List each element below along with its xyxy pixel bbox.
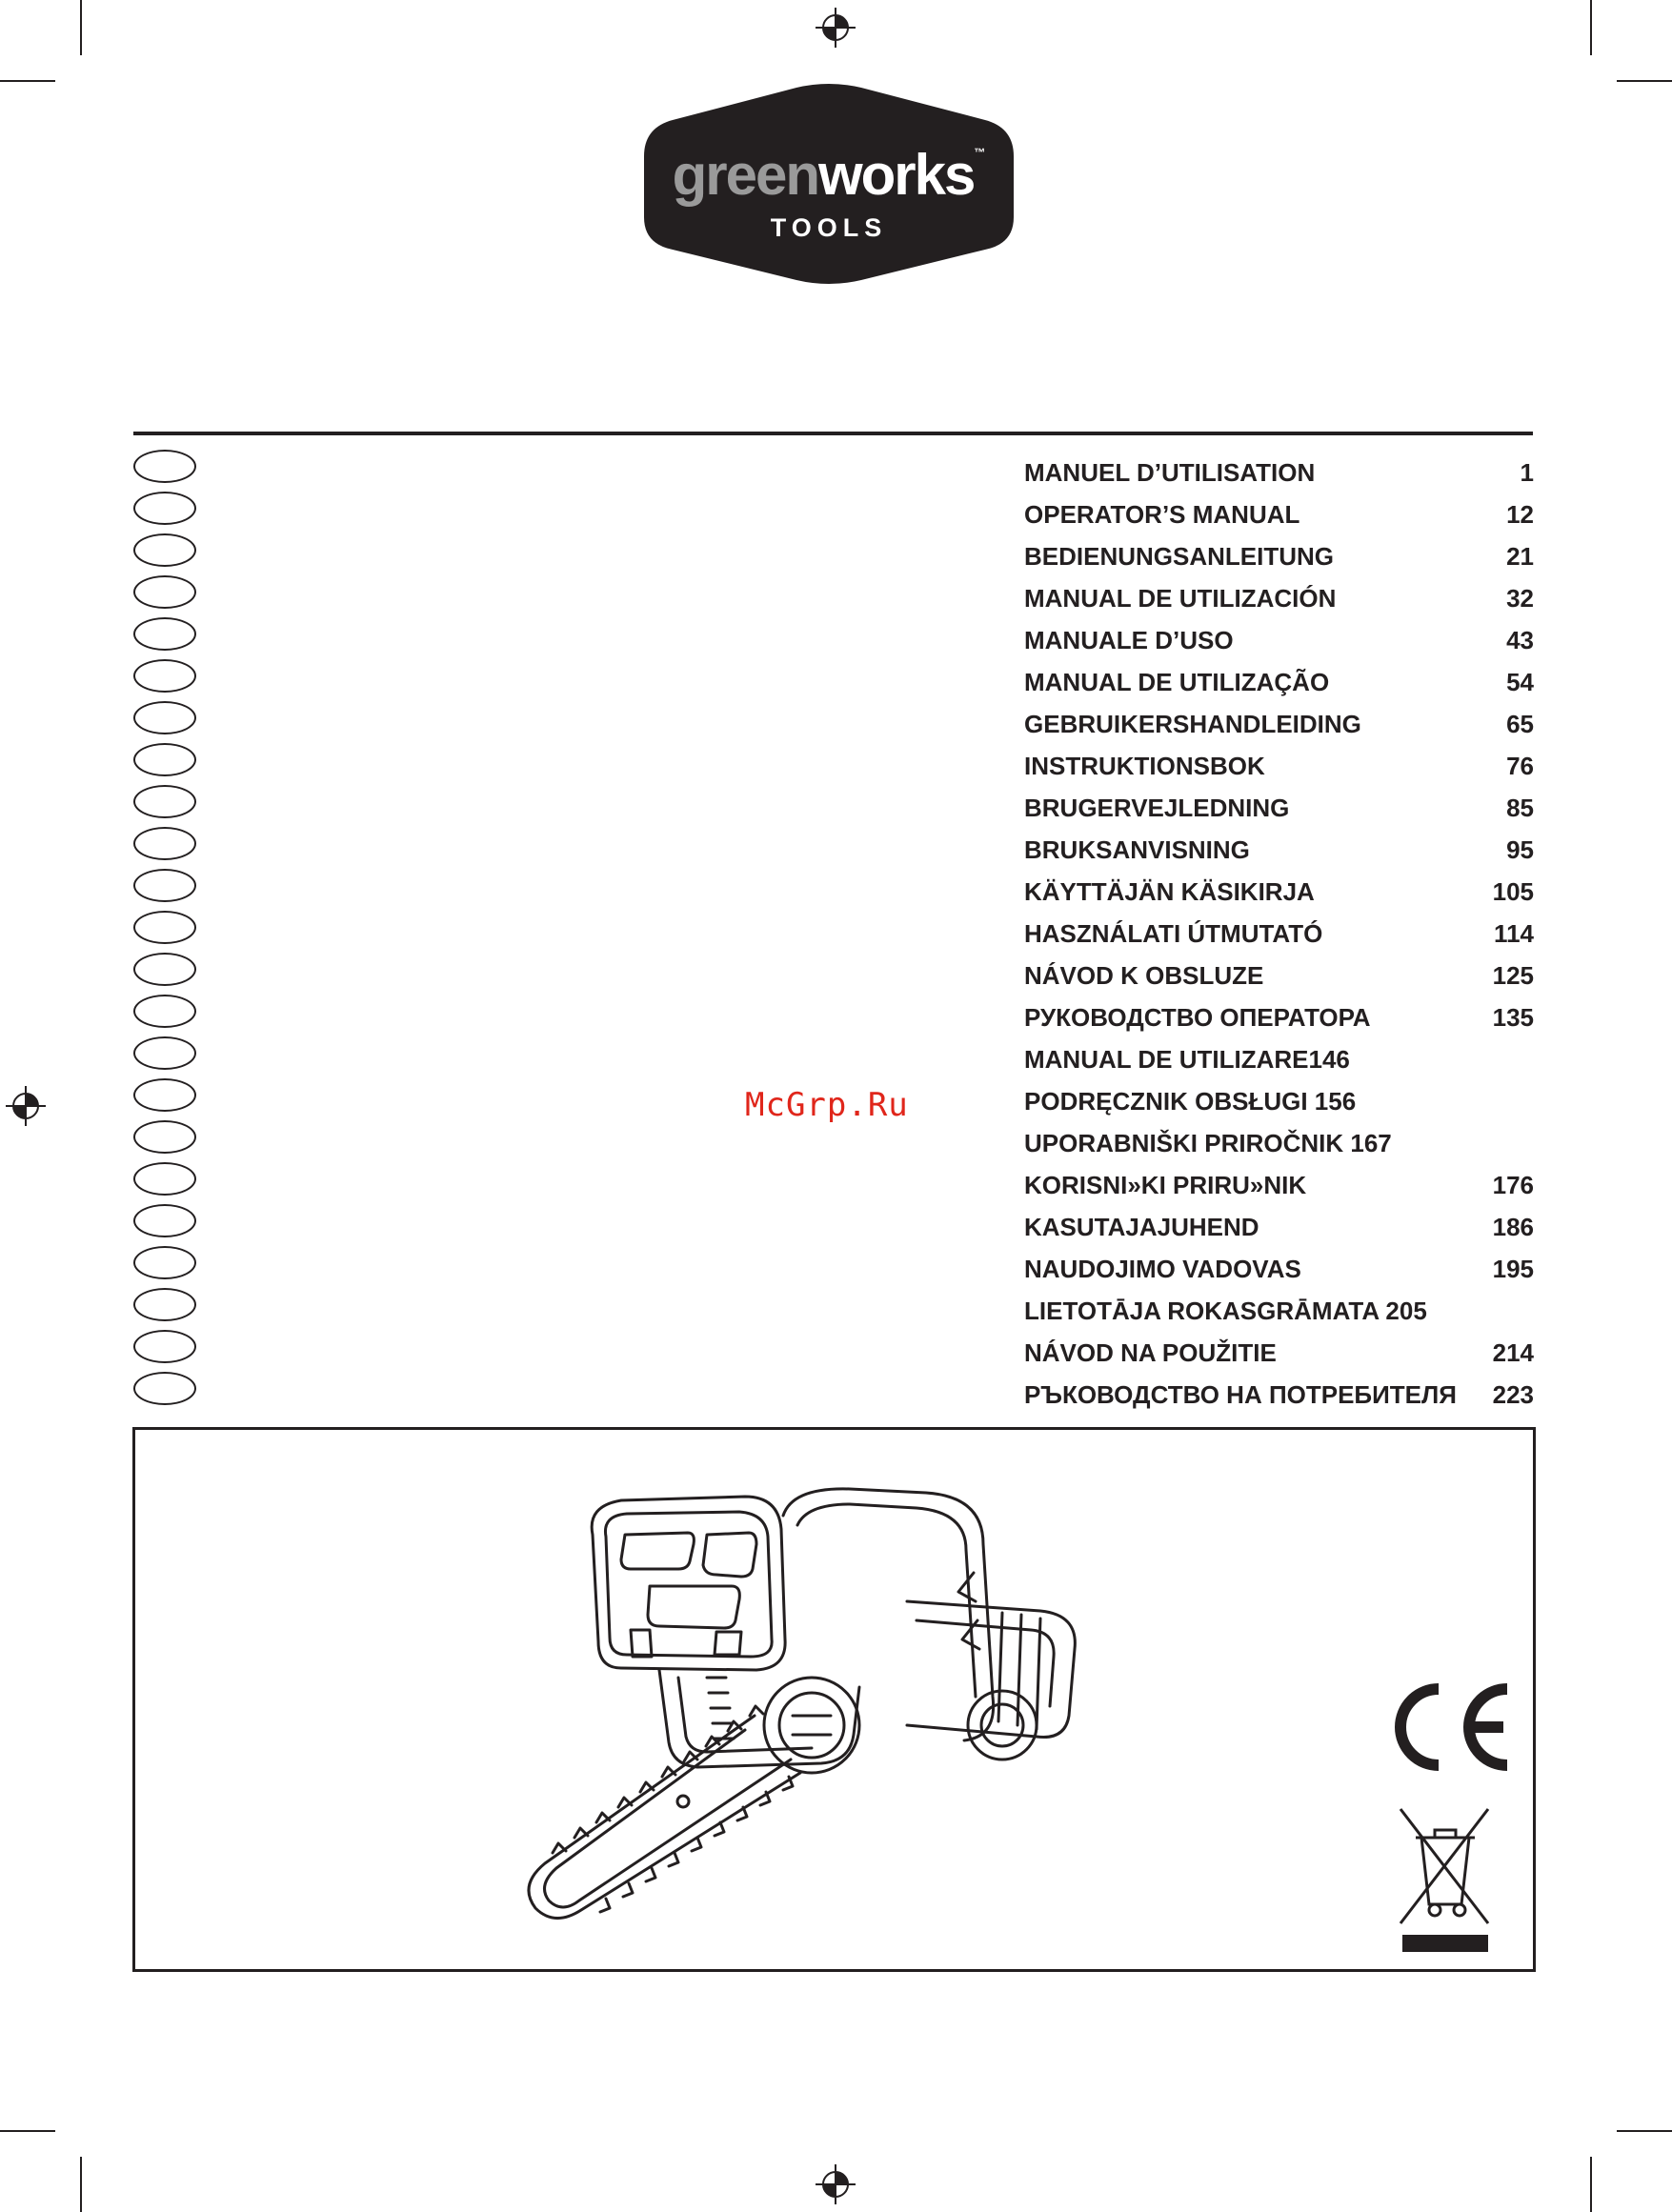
toc-title: BEDIENUNGSANLEITUNG [1024,542,1335,571]
language-oval [133,533,196,567]
toc-page: 223 [1492,1380,1534,1409]
language-oval [133,1078,196,1112]
toc-row[interactable] [1024,789,1534,827]
toc-row[interactable] [1024,831,1534,869]
registration-mark-icon [6,1086,46,1126]
toc-row[interactable] [1024,873,1534,911]
language-oval [133,911,196,944]
toc-page: 176 [1492,1171,1534,1199]
product-illustration-frame [132,1427,1536,1972]
header-rule [133,432,1533,435]
language-oval [133,1204,196,1237]
chainsaw-illustration [507,1487,1231,1935]
crop-mark [0,80,55,82]
toc-page: 114 [1494,919,1534,948]
toc-page: 214 [1492,1338,1534,1367]
toc-title: MANUALE D’USO [1024,626,1234,654]
toc-title: INSTRUKTIONSBOK [1024,752,1265,780]
ce-mark-icon [1381,1679,1515,1775]
toc-title: MANUAL DE UTILIZAÇÃO [1024,668,1330,696]
toc-page: 105 [1492,877,1534,906]
toc-title: GEBRUIKERSHANDLEIDING [1024,710,1361,738]
toc-row[interactable] [1024,1208,1534,1246]
crop-mark [1617,80,1672,82]
toc-page: 135 [1492,1003,1534,1032]
language-oval [133,492,196,525]
toc-row[interactable] [1024,1334,1534,1372]
toc-row[interactable] [1024,1124,1534,1162]
registration-mark-icon [816,8,856,48]
language-oval [133,1036,196,1070]
toc-row[interactable] [1024,537,1534,575]
weee-crossed-bin-icon [1393,1801,1498,1954]
toc-title: NÁVOD NA POUŽITIE [1024,1338,1277,1367]
toc-title: HASZNÁLATI ÚTMUTATÓ [1024,919,1323,948]
toc-page: 12 [1506,500,1534,529]
language-oval [133,659,196,693]
toc-title: NAUDOJIMO VADOVAS [1024,1255,1301,1283]
language-oval [133,617,196,651]
language-oval [133,575,196,609]
language-oval [133,1246,196,1279]
crop-mark [0,2130,55,2132]
toc-page: 1 [1520,458,1534,487]
language-oval [133,785,196,818]
toc-row[interactable] [1024,453,1534,492]
toc-title: BRUKSANVISNING [1024,835,1250,864]
language-oval [133,1372,196,1405]
crop-mark [80,2157,82,2212]
toc-row[interactable] [1024,1250,1534,1288]
toc-row[interactable] [1024,1292,1534,1330]
toc-page: 186 [1492,1213,1534,1241]
toc-title: BRUGERVEJLEDNING [1024,794,1290,822]
toc-page: 43 [1506,626,1534,654]
toc-page: 21 [1506,542,1534,571]
toc-row[interactable] [1024,956,1534,995]
toc-title: OPERATOR’S MANUAL [1024,500,1300,529]
language-oval [133,450,196,483]
toc-page: 76 [1506,752,1534,780]
toc-page: 32 [1506,584,1534,613]
toc-row[interactable] [1024,747,1534,785]
crop-mark [1617,2130,1672,2132]
watermark-text[interactable]: McGrp.Ru [745,1086,909,1124]
toc-row[interactable] [1024,1376,1534,1414]
toc-title: MANUEL D’UTILISATION [1024,458,1316,487]
toc-row[interactable] [1024,705,1534,743]
language-oval [133,1120,196,1154]
toc-row[interactable] [1024,998,1534,1036]
toc-title: РЪКОВОДСТВО НА ПОТРЕБИТЕЛЯ [1024,1380,1457,1409]
language-oval [133,953,196,986]
toc-row[interactable] [1024,495,1534,533]
crop-mark [80,0,82,55]
language-oval [133,701,196,734]
toc-row[interactable] [1024,579,1534,617]
toc-title: UPORABNIŠKI PRIROČNIK 167 [1024,1129,1392,1157]
toc-title: NÁVOD K OBSLUZE [1024,961,1264,990]
trademark-symbol: ™ [974,146,986,159]
language-oval [133,995,196,1028]
toc-page: 125 [1492,961,1534,990]
toc-row[interactable] [1024,915,1534,953]
brand-subline: TOOLS [770,213,888,242]
toc-page: 85 [1506,794,1534,822]
brand-name-light: green [672,143,818,207]
toc-title: РУКОВОДСТВО ОПЕРАТОРА [1024,1003,1371,1032]
language-oval [133,1288,196,1321]
toc-page: 95 [1506,835,1534,864]
toc-page: 54 [1506,668,1534,696]
brand-name-bold: works [817,143,975,207]
toc-title: MANUAL DE UTILIZACIÓN [1024,584,1337,613]
brand-wordmark [644,143,1014,207]
language-oval [133,1330,196,1363]
language-oval [133,869,196,902]
toc-title: PODRĘCZNIK OBSŁUGI 156 [1024,1087,1357,1116]
toc-title: MANUAL DE UTILIZARE146 [1024,1045,1350,1074]
registration-mark-icon [816,2164,856,2204]
toc-title: KASUTAJAJUHEND [1024,1213,1259,1241]
crop-mark [1590,0,1592,55]
toc-row[interactable] [1024,1040,1534,1078]
toc-row[interactable] [1024,621,1534,659]
brand-logo [644,84,1014,284]
crop-mark [1590,2157,1592,2212]
toc-title: KORISNI»KI PRIRU»NIK [1024,1171,1307,1199]
toc-page: 65 [1506,710,1534,738]
language-oval [133,1162,196,1196]
toc-row[interactable] [1024,1166,1534,1204]
toc-row[interactable] [1024,663,1534,701]
toc-page: 195 [1492,1255,1534,1283]
language-oval [133,743,196,776]
toc-title: KÄYTTÄJÄN KÄSIKIRJA [1024,877,1315,906]
toc-row[interactable] [1024,1082,1534,1120]
toc-title: LIETOTĀJA ROKASGRĀMATA 205 [1024,1297,1427,1325]
language-oval [133,827,196,860]
